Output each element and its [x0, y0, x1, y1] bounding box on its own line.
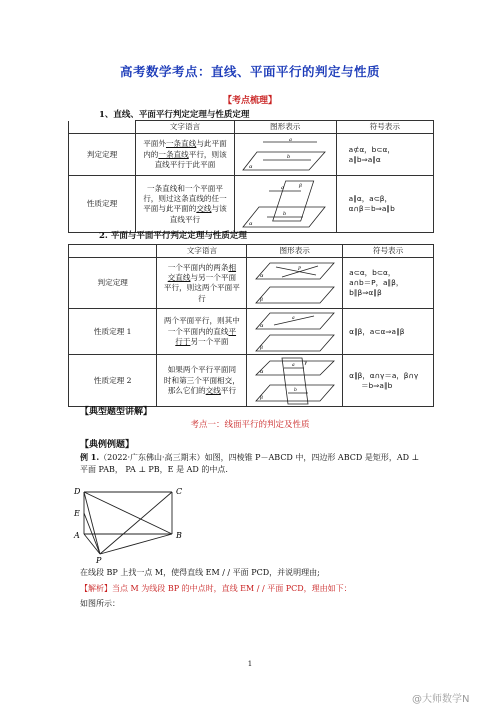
page-title: 高考数学考点：直线、平面平行的判定与性质	[119, 64, 380, 79]
svg-text:α: α	[259, 368, 264, 375]
row-name: 性质定理	[69, 176, 136, 233]
symbol-cell: a∥α，a⊂β， α∩β＝b⇒a∥b	[336, 176, 433, 233]
figure-cell	[247, 258, 343, 309]
symbol-cell: a⊂α，b⊂α， a∩b＝P，a∥β， b∥β⇒α∥β	[343, 258, 434, 309]
svg-text:α: α	[259, 273, 264, 280]
row-text: 一个平面内的两条相 交直线与另一个平面 平行，则这两个平面平 行	[157, 258, 247, 309]
header-text: 文字语言	[157, 245, 247, 258]
parallel-planes-line-figure	[252, 311, 338, 353]
label-C: C	[176, 487, 183, 496]
svg-text:β: β	[259, 394, 263, 401]
two-planes-parallel-figure	[252, 259, 338, 307]
figure-caption: 如图所示：	[80, 599, 120, 608]
pyramid-figure	[72, 484, 192, 564]
row-name: 判定定理	[69, 134, 136, 176]
section2-heading: 2. 平面与平面平行判定定理与性质定理	[99, 231, 247, 241]
label-A: A	[74, 531, 80, 540]
symbol-cell: a⊄α，b⊂α， a∥b⇒a∥α	[336, 134, 433, 176]
figure-cell	[247, 309, 343, 355]
header-symbol: 符号表示	[336, 121, 433, 134]
figure-cell	[234, 176, 336, 233]
svg-text:b: b	[287, 153, 291, 160]
row-text: 一条直线和一个平面平 行，则过这条直线的任一 平面与此平面的交线与该 直线平行	[136, 176, 235, 233]
label-E: E	[74, 509, 80, 518]
row-text: 如果两个平行平面同 时和第三个平面相交， 那么它们的交线平行	[157, 355, 247, 407]
svg-text:a: a	[291, 315, 295, 321]
third-plane-intersection-figure	[252, 357, 338, 405]
svg-text:a: a	[281, 185, 285, 192]
figure-cell	[247, 355, 343, 407]
header-figure: 图形表示	[234, 121, 336, 134]
svg-text:α: α	[249, 221, 253, 228]
svg-text:α: α	[249, 163, 253, 170]
header-symbol: 符号表示	[343, 245, 434, 258]
row-text: 平面外一条直线与此平面 内的一条直线平行，则该 直线平行于此平面	[136, 134, 235, 176]
header-text: 文字语言	[136, 121, 235, 134]
label-D: D	[74, 487, 81, 496]
svg-text:γ: γ	[303, 359, 307, 366]
svg-text:β: β	[259, 297, 263, 304]
svg-text:a: a	[291, 362, 295, 368]
kaodian-heading: 考点一：线面平行的判定及性质	[190, 420, 310, 430]
row-text: 两个平面平行，则其中 一个平面内的直线平 行于另一个平面	[157, 309, 247, 355]
figure-cell	[234, 134, 336, 176]
label-P: P	[96, 556, 102, 564]
page-number: 1	[247, 660, 253, 668]
row-name: 性质定理 2	[69, 355, 157, 407]
svg-text:α: α	[259, 322, 264, 329]
line-plane-parallel-figure	[239, 136, 331, 174]
label-B: B	[176, 531, 182, 540]
question-text: 在线段 BP 上找一点 M，使得直线 EM / / 平面 PCD，并说明理由;	[80, 568, 320, 577]
svg-text:b: b	[293, 387, 297, 393]
watermark: @大师数学N	[412, 694, 470, 705]
plane-intersection-figure	[239, 177, 331, 231]
svg-text:β: β	[259, 344, 263, 351]
symbol-cell: α∥β，α∩γ＝a，β∩γ ＝b⇒a∥b	[343, 355, 434, 407]
section-tag-kaodian: 【考点梳理】	[222, 96, 277, 106]
table-line-plane	[68, 120, 434, 233]
example-problem: 例 1.（2022·广东佛山·高三期末）如图，四棱锥 P－ABCD 中，四边形 ABCD 是矩形，AD ⊥ 平面 PAB， PA ⊥ PB，E 是 AD 的中点.	[80, 452, 420, 474]
row-name: 判定定理	[69, 258, 157, 309]
symbol-cell: α∥β，a⊂α⇒a∥β	[343, 309, 434, 355]
table-plane-plane	[68, 244, 434, 407]
svg-text:b: b	[283, 211, 287, 218]
header-figure: 图形表示	[247, 245, 343, 258]
svg-text:a: a	[289, 136, 293, 143]
analysis-text: 【解析】当点 M 为线段 BP 的中点时，直线 EM / / 平面 PCD，理由如下：	[80, 584, 352, 593]
section-tag-dianxing: 【典型题型讲解】	[80, 407, 153, 417]
section-tag-lieti: 【典例例题】	[80, 440, 135, 450]
row-name: 性质定理 1	[69, 309, 157, 355]
section1-heading: 1、直线、平面平行判定定理与性质定理	[99, 110, 250, 120]
svg-text:P: P	[297, 267, 301, 273]
svg-text:β: β	[299, 183, 303, 190]
